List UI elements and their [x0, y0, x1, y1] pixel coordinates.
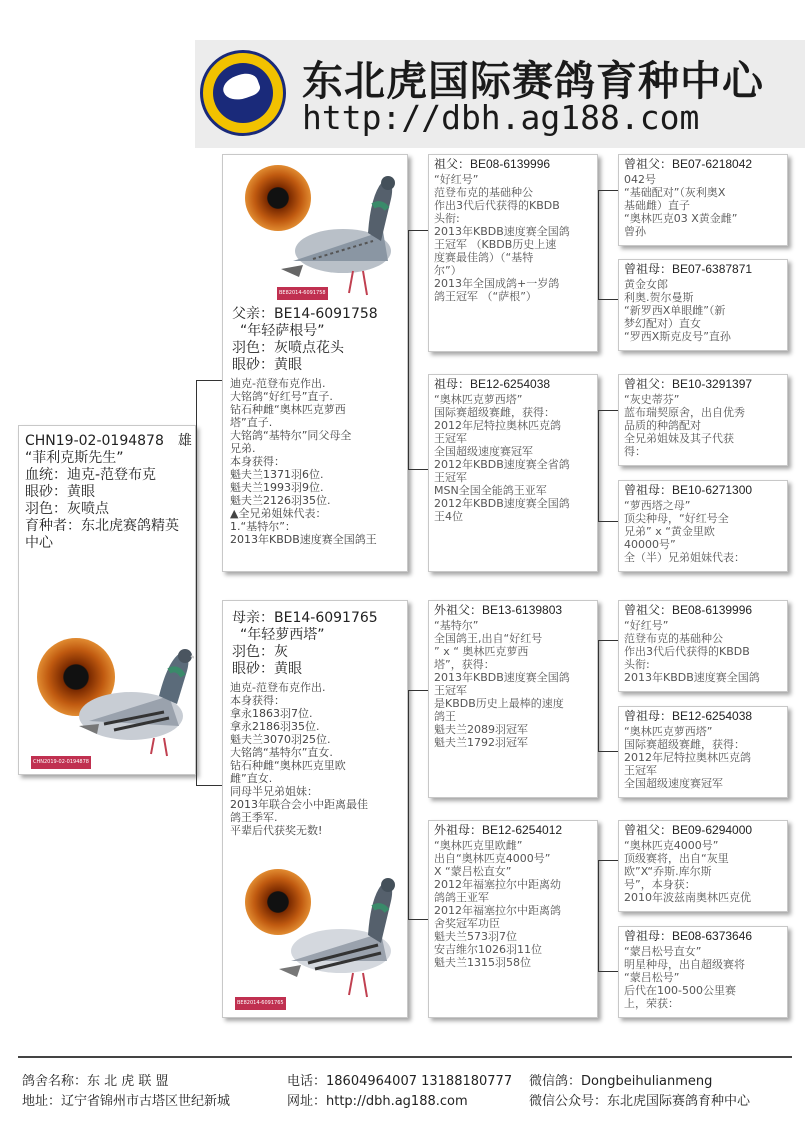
detail-line: 鸽王冠军 （“萨根”） [434, 290, 537, 303]
card-title: 外祖父：BE13-6139803 [434, 603, 563, 617]
great-grandparent-card [618, 926, 788, 1018]
card-details [434, 173, 592, 303]
detail-line: 王冠军 [434, 684, 467, 697]
detail-line: 魁夫兰1993羽9位. [230, 481, 324, 494]
detail-line: “好红号” [624, 619, 669, 632]
detail-line: 育种者：东北虎赛鸽精英 [25, 518, 179, 534]
connector-line [598, 860, 618, 972]
connector-line [408, 690, 428, 920]
detail-line: 顶尖种母，“好红号全 [624, 512, 729, 525]
card-title: 曾祖父：BE07-6218042 [624, 157, 753, 171]
detail-line: 王冠军 [434, 432, 467, 445]
card-title: 祖父：BE08-6139996 [434, 157, 551, 171]
detail-line: 钻石种雌“奥林匹克萝西 [230, 403, 346, 416]
detail-line: “新罗西X单眼雌”（新 [624, 304, 726, 317]
detail-line: 2012年尼特拉奥林匹克鸽 [434, 419, 561, 432]
footer-loft: 鸽舍名称：东 北 虎 联 盟 [22, 1074, 169, 1089]
detail-line: 号”，本身获： [624, 878, 696, 891]
detail-line: 大铭鸽“基特尔”同父母全 [230, 429, 352, 442]
detail-line: 基础雌）直子 [624, 199, 690, 212]
great-grandparent-card [618, 259, 788, 351]
footer-public-account: 微信公众号：东北虎国际赛鸽育种中心 [529, 1094, 751, 1109]
connector-line [598, 190, 618, 300]
detail-line: 中心 [25, 535, 53, 551]
detail-line: 王冠军 [624, 764, 657, 777]
detail-line: ▲全兄弟姐妹代表： [230, 507, 327, 520]
detail-line: “奥林匹克03 X黄金雌” [624, 212, 738, 225]
pigeon-photo [253, 161, 403, 301]
card-title: 曾祖母：BE10-6271300 [624, 483, 753, 497]
pigeon-photo [253, 863, 403, 1003]
detail-line: 迪克-范登布克作出. [230, 681, 326, 694]
dam-title: 母亲：BE14-6091765 [232, 610, 378, 626]
footer-wechat: 微信鸽：Dongbeihulianmeng [529, 1074, 713, 1089]
detail-line: “蒙吕松号直女” [624, 945, 702, 958]
card-title: 祖母：BE12-6254038 [434, 377, 551, 391]
great-grandparent-card [618, 374, 788, 466]
sire-details [230, 377, 377, 546]
detail-line: “奥林匹克里欧雌” [434, 839, 523, 852]
page-title: 东北虎国际赛鸽育种中心 [302, 57, 764, 105]
detail-line: 血统：迪克-范登布克 [25, 467, 157, 483]
sire-eye: 眼砂：黄眼 [232, 357, 302, 373]
footer-divider [18, 1056, 792, 1058]
card-details [624, 945, 782, 1010]
detail-line: 品质的种鸽配对 [624, 419, 701, 432]
detail-line: 作出3代后代获得的KBDB [624, 645, 750, 658]
detail-line: MSN全国全能鸽王亚军 [434, 484, 547, 497]
detail-line: 2013年KBDB速度赛全国鸽王 [230, 533, 377, 546]
sex-label: 雄 [177, 433, 192, 449]
subject-details [25, 467, 189, 552]
detail-line: 明星种母，出自超级赛将 [624, 958, 745, 971]
subject-ring [25, 433, 192, 450]
detail-line: “萝西塔之母” [624, 499, 691, 512]
detail-line: “蒙吕松号” [624, 971, 680, 984]
detail-line: 舍奖冠军功臣 [434, 917, 500, 930]
detail-line: 是KBDB历史上最棒的速度 [434, 697, 564, 710]
detail-line: X “蒙吕松直女” [434, 865, 512, 878]
detail-line: ” x “ 奥林匹克萝西 [434, 645, 529, 658]
detail-line: “灰史蒂芬” [624, 393, 680, 406]
great-grandparent-card [618, 706, 788, 798]
card-details [434, 619, 592, 749]
great-grandparent-card [618, 600, 788, 692]
connector-line [598, 640, 618, 752]
detail-line: 鸽鸽王亚军 [434, 891, 489, 904]
detail-line: 度赛最佳鸽）（“基特 [434, 251, 534, 264]
detail-line: 同母半兄弟姐妹： [230, 785, 318, 798]
footer-phone: 电话：18604964007 13188180777 [287, 1074, 513, 1089]
ring-number: CHN19-02-0194878 [25, 433, 164, 449]
card-title: 外祖母：BE12-6254012 [434, 823, 563, 837]
site-url[interactable]: http://dbh.ag188.com [302, 98, 700, 137]
footer-website[interactable]: 网址：http://dbh.ag188.com [287, 1094, 468, 1109]
detail-line: 作出3代后代获得的KBDB [434, 199, 560, 212]
detail-line: 蓝布瑞契原舍，出自优秀 [624, 406, 745, 419]
detail-line: 范登布克的基础种公 [624, 632, 723, 645]
detail-line: 钻石种雌“奥林匹克里欧 [230, 759, 346, 772]
detail-line: 1.“基特尔”： [230, 520, 296, 533]
detail-line: “奥林匹克萝西塔” [624, 725, 713, 738]
detail-line: 王4位 [434, 510, 463, 523]
detail-line: 鸽王 [434, 710, 456, 723]
detail-line: 王冠军 （KBDB历史上速 [434, 238, 557, 251]
detail-line: 兄弟. [230, 442, 256, 455]
detail-line: 国际赛超级赛雌，获得： [434, 406, 555, 419]
granddam-maternal-card [428, 820, 598, 1018]
detail-line: 上，荣获： [624, 997, 679, 1010]
detail-line: 2012年福塞拉尔中距离鸽 [434, 904, 561, 917]
card-details [624, 839, 782, 904]
dam-card [222, 600, 408, 1018]
card-details [624, 619, 782, 684]
detail-line: 欧”X“乔斯.库尔斯 [624, 865, 712, 878]
photo-tag: BE82014-6091765 [235, 997, 286, 1010]
detail-line: 2012年福塞拉尔中距离幼 [434, 878, 561, 891]
detail-line: “基础配对”（灰利奥X [624, 186, 726, 199]
detail-line: 塔”，获得： [434, 658, 495, 671]
detail-line: 2013年KBDB速度赛全国鸽 [624, 671, 760, 684]
detail-line: 梦幻配对）直女 [624, 317, 701, 330]
card-title: 曾祖父：BE10-3291397 [624, 377, 753, 391]
dam-eye: 眼砂：黄眼 [232, 661, 302, 677]
card-title: 曾祖父：BE08-6139996 [624, 603, 753, 617]
connector-line [196, 380, 222, 786]
granddam-paternal-card [428, 374, 598, 572]
card-details [624, 173, 782, 238]
detail-line: 范登布克的基础种公 [434, 186, 533, 199]
dam-name: “年轻萝西塔” [240, 627, 325, 643]
detail-line: 全（半）兄弟姐妹代表： [624, 551, 745, 564]
detail-line: 全国超级速度赛冠军 [624, 777, 723, 790]
detail-line: 2012年尼特拉奥林匹克鸽 [624, 751, 751, 764]
sire-name: “年轻萨根号” [240, 323, 325, 339]
sire-card [222, 154, 408, 572]
detail-line: 魁夫兰573羽7位 [434, 930, 517, 943]
detail-line: 头衔: [624, 658, 650, 671]
card-details [624, 725, 782, 790]
photo-tag: BE82014-6091758 [277, 287, 328, 300]
card-details [434, 839, 592, 969]
card-title: 曾祖母：BE07-6387871 [624, 262, 753, 276]
detail-line: “好红号” [434, 173, 479, 186]
detail-line: 平辈后代获奖无数! [230, 824, 323, 837]
dam-color: 羽色：灰 [232, 644, 288, 660]
detail-line: 利奥.贺尔曼斯 [624, 291, 694, 304]
detail-line: 魁夫兰2089羽冠军 [434, 723, 528, 736]
subject-name: “菲利克斯先生” [25, 450, 124, 466]
detail-line: 2012年KBDB速度赛全省鸽 [434, 458, 570, 471]
detail-line: 魁夫兰2126羽35位. [230, 494, 331, 507]
detail-line: 鸽王季军. [230, 811, 278, 824]
detail-line: 兄弟” x “黄金里欧 [624, 525, 715, 538]
detail-line: 2013年全国成鸽+一岁鸽 [434, 277, 560, 290]
detail-line: “奥林匹克4000号” [624, 839, 719, 852]
detail-line: 黄金女郎 [624, 278, 668, 291]
detail-line: 2013年KBDB速度赛全国鸽 [434, 671, 570, 684]
detail-line: 2010年波兹南奥林匹克优 [624, 891, 751, 904]
detail-line: 尔”） [434, 264, 462, 277]
detail-line: 全国超级速度赛冠军 [434, 445, 533, 458]
detail-line: 大铭鸽“基特尔”直女. [230, 746, 333, 759]
great-grandparent-card [618, 154, 788, 246]
detail-line: 本身获得： [230, 694, 285, 707]
detail-line: 魁夫兰1315羽58位 [434, 956, 531, 969]
card-details [624, 393, 782, 458]
detail-line: 全国鸽王,出自“好红号 [434, 632, 543, 645]
footer-address: 地址：辽宁省锦州市古塔区世纪新城 [22, 1094, 231, 1109]
detail-line: 2013年KBDB速度赛全国鸽 [434, 225, 570, 238]
sire-title: 父亲：BE14-6091758 [232, 306, 378, 322]
detail-line: 拿永2186羽35位. [230, 720, 320, 733]
grandsire-paternal-card [428, 154, 598, 352]
sire-color: 羽色：灰喷点花头 [232, 340, 344, 356]
detail-line: 大铭鸽“好红号”直子. [230, 390, 333, 403]
detail-line: 安吉维尔1026羽11位 [434, 943, 542, 956]
detail-line: 头衔: [434, 212, 460, 225]
detail-line: 国际赛超级赛雌，获得： [624, 738, 745, 751]
card-title: 曾祖父：BE09-6294000 [624, 823, 753, 837]
card-details [434, 393, 592, 523]
connector-line [598, 410, 618, 522]
card-title: 曾祖母：BE12-6254038 [624, 709, 753, 723]
detail-line: 得： [624, 445, 646, 458]
card-details [624, 278, 782, 343]
detail-line: 王冠军 [434, 471, 467, 484]
detail-line: “罗西X斯克皮号”直孙 [624, 330, 731, 343]
logo [200, 50, 286, 136]
photo-tag: CHN2019-02-0194878 [31, 756, 91, 769]
detail-line: 塔”直子. [230, 416, 273, 429]
detail-line: 眼砂：黄眼 [25, 484, 95, 500]
detail-line: 拿永1863羽7位. [230, 707, 313, 720]
detail-line: 本身获得： [230, 455, 285, 468]
card-details [624, 499, 782, 564]
pigeon-photo [59, 626, 194, 766]
detail-line: 出自“奥林匹克4000号” [434, 852, 551, 865]
detail-line: 2012年KBDB速度赛全国鸽 [434, 497, 570, 510]
detail-line: 魁夫兰1792羽冠军 [434, 736, 528, 749]
card-title: 曾祖母：BE08-6373646 [624, 929, 753, 943]
detail-line: 40000号” [624, 538, 676, 551]
subject-card [18, 425, 196, 775]
detail-line: 顶级赛将，出自“灰里 [624, 852, 729, 865]
detail-line: 全兄弟姐妹及其子代获 [624, 432, 734, 445]
detail-line: 迪克-范登布克作出. [230, 377, 326, 390]
detail-line: 雌”直女. [230, 772, 273, 785]
detail-line: 羽色：灰喷点 [25, 501, 109, 517]
detail-line: 2013年联合会小中距离最佳 [230, 798, 368, 811]
great-grandparent-card [618, 820, 788, 912]
detail-line: 曾孙 [624, 225, 646, 238]
detail-line: “基特尔” [434, 619, 479, 632]
grandsire-maternal-card [428, 600, 598, 798]
great-grandparent-card [618, 480, 788, 572]
detail-line: 魁夫兰1371羽6位. [230, 468, 324, 481]
dam-details [230, 681, 368, 837]
detail-line: 042号 [624, 173, 656, 186]
detail-line: “奥林匹克萝西塔” [434, 393, 523, 406]
detail-line: 魁夫兰3070羽25位. [230, 733, 331, 746]
detail-line: 后代在100-500公里赛 [624, 984, 736, 997]
connector-line [408, 230, 428, 470]
